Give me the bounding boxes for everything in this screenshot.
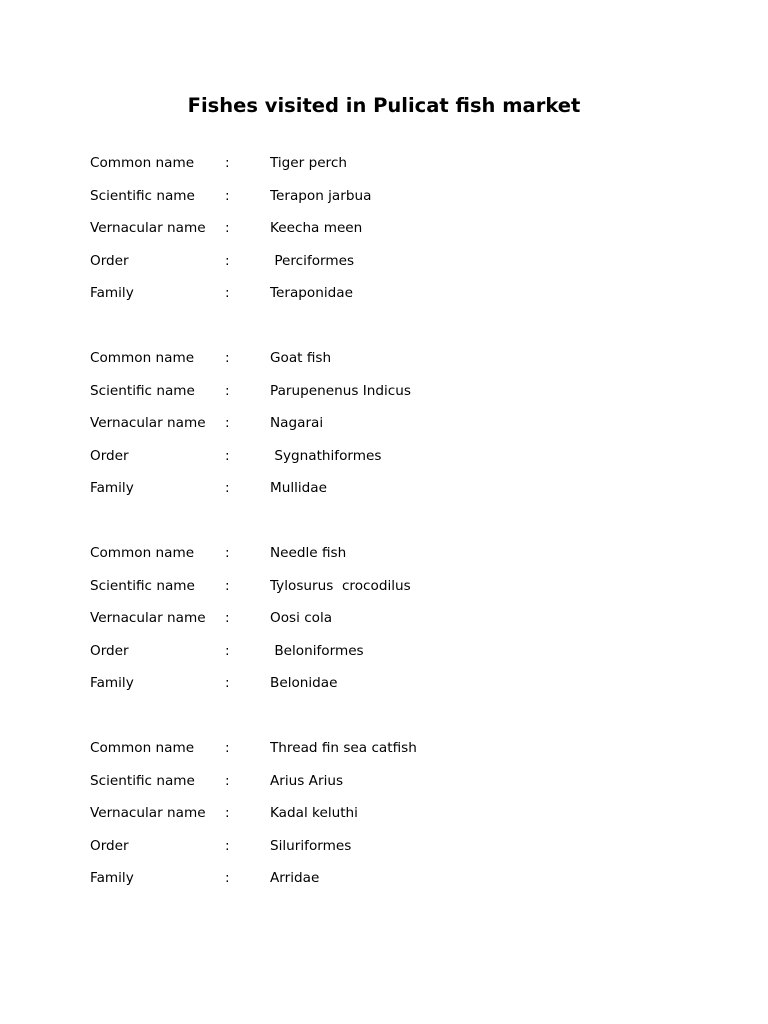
common-name-row: [90, 541, 710, 574]
separator: :: [225, 837, 230, 854]
family-label: Family: [90, 675, 134, 692]
separator: :: [225, 252, 230, 269]
separator: :: [225, 480, 230, 497]
family-row: [90, 281, 710, 314]
order-label: Order: [90, 447, 129, 464]
separator: :: [225, 805, 230, 822]
order-row: [90, 639, 710, 672]
family-row: [90, 671, 710, 704]
family-value: Belonidae: [270, 675, 338, 692]
vernacular-name-value: Oosi cola: [270, 610, 333, 627]
family-row: [90, 476, 710, 509]
order-label: Order: [90, 642, 129, 659]
family-row: [90, 866, 710, 899]
fish-entry: [90, 736, 710, 899]
order-value: Perciformes: [270, 252, 355, 269]
fish-entries: [90, 151, 710, 931]
family-value: Teraponidae: [270, 285, 353, 302]
vernacular-name-value: Nagarai: [270, 415, 324, 432]
separator: :: [225, 155, 230, 171]
scientific-name-row: [90, 379, 710, 412]
separator: :: [225, 610, 230, 627]
separator: :: [225, 739, 230, 756]
family-value: Mullidae: [270, 480, 327, 497]
separator: :: [225, 349, 230, 366]
fish-entry: [90, 151, 710, 314]
scientific-name-value: Arius Arius: [270, 772, 344, 789]
scientific-name-row: [90, 184, 710, 217]
separator: :: [225, 382, 230, 399]
scientific-name-label: Scientific name: [90, 187, 195, 204]
common-name-label: Common name: [90, 544, 195, 561]
common-name-value: Tiger perch: [270, 155, 347, 171]
family-label: Family: [90, 480, 134, 497]
order-value: Siluriformes: [270, 837, 352, 854]
scientific-name-label: Scientific name: [90, 577, 195, 594]
separator: :: [225, 642, 230, 659]
separator: :: [225, 675, 230, 692]
vernacular-name-value: Kadal keluthi: [270, 805, 358, 822]
vernacular-name-row: [90, 801, 710, 834]
family-value: Arridae: [270, 870, 320, 887]
separator: :: [225, 870, 230, 887]
fish-entry: [90, 346, 710, 509]
scientific-name-row: [90, 574, 710, 607]
family-label: Family: [90, 285, 134, 302]
separator: :: [225, 577, 230, 594]
vernacular-name-label: Vernacular name: [90, 805, 206, 822]
order-row: [90, 444, 710, 477]
vernacular-name-label: Vernacular name: [90, 415, 206, 432]
page-title: Fishes visited in Pulicat fish market: [187, 94, 581, 117]
scientific-name-value: Parupenenus Indicus: [270, 382, 411, 399]
separator: :: [225, 544, 230, 561]
common-name-label: Common name: [90, 739, 195, 756]
common-name-value: Needle fish: [270, 544, 347, 561]
vernacular-name-row: [90, 411, 710, 444]
common-name-label: Common name: [90, 349, 195, 366]
order-value: Sygnathiformes: [270, 447, 382, 464]
vernacular-name-label: Vernacular name: [90, 220, 206, 237]
order-label: Order: [90, 837, 129, 854]
scientific-name-label: Scientific name: [90, 382, 195, 399]
common-name-value: Thread fin sea catfish: [270, 739, 417, 756]
family-label: Family: [90, 870, 134, 887]
fish-entry: [90, 541, 710, 704]
vernacular-name-label: Vernacular name: [90, 610, 206, 627]
vernacular-name-value: Keecha meen: [270, 220, 363, 237]
order-row: [90, 834, 710, 867]
scientific-name-value: Tylosurus crocodilus: [270, 577, 411, 594]
order-row: [90, 249, 710, 282]
separator: :: [225, 285, 230, 302]
scientific-name-label: Scientific name: [90, 772, 195, 789]
order-label: Order: [90, 252, 129, 269]
separator: :: [225, 187, 230, 204]
common-name-value: Goat fish: [270, 349, 332, 366]
scientific-name-value: Terapon jarbua: [270, 187, 372, 204]
common-name-row: [90, 736, 710, 769]
common-name-label: Common name: [90, 155, 195, 171]
vernacular-name-row: [90, 216, 710, 249]
common-name-row: [90, 151, 710, 184]
vernacular-name-row: [90, 606, 710, 639]
separator: :: [225, 415, 230, 432]
separator: :: [225, 447, 230, 464]
scientific-name-row: [90, 769, 710, 802]
order-value: Beloniformes: [270, 642, 364, 659]
separator: :: [225, 772, 230, 789]
separator: :: [225, 220, 230, 237]
common-name-row: [90, 346, 710, 379]
